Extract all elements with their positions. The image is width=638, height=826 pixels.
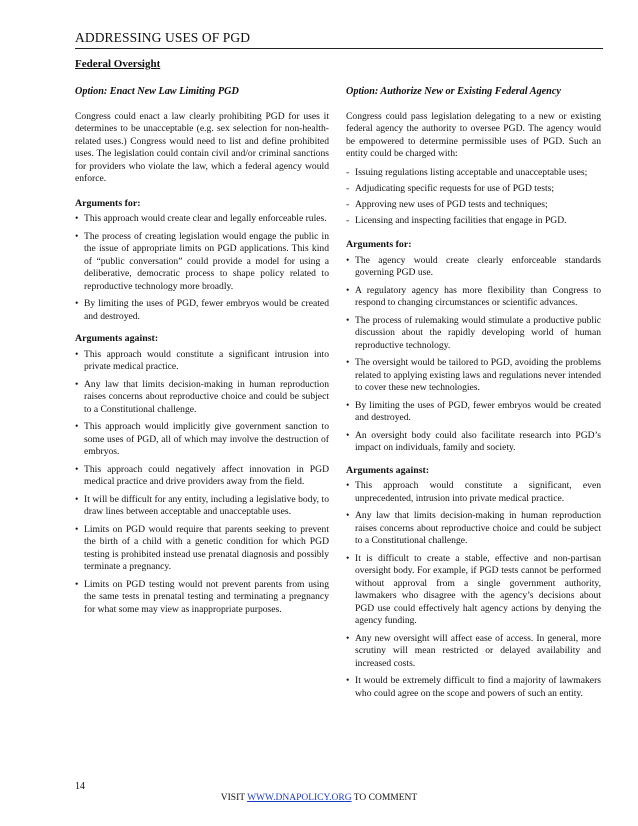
argument-against-item: [75, 464, 329, 489]
argument-for-item: [346, 400, 601, 425]
argument-for-item: [346, 285, 601, 310]
argument-against-item-text: Limits on PGD would require that parents seeking to prevent the birth of a child with a genetic condition for which PGD testing is prohibited instead use prenatal diagnosis and possibly terminate a pregnancy.: [84, 523, 329, 572]
argument-against-item: [346, 633, 601, 671]
right-arguments-against-list: [346, 480, 601, 700]
footer-suffix: TO COMMENT: [351, 793, 418, 803]
argument-for-item-text: By limiting the uses of PGD, fewer embryos would be created and destroyed.: [355, 399, 601, 423]
agency-duty-item: [346, 183, 601, 196]
argument-against-item-text: Limits on PGD testing would not prevent parents from using the same tests in prenatal testing and terminating a pregnancy for what some may view as inappropriate purposes.: [84, 578, 329, 615]
right-option-title: Option: Authorize New or Existing Federal Agency: [346, 86, 561, 97]
argument-against-item: [75, 379, 329, 417]
argument-for-item-text: By limiting the uses of PGD, fewer embryos would be created and destroyed.: [84, 298, 329, 322]
bullet-marker: •: [346, 429, 350, 441]
page-number: 14: [75, 781, 85, 792]
argument-against-item: [75, 349, 329, 374]
argument-against-item-text: It will be difficult for any entity, including a legislative body, to draw lines between acceptable and unacceptable uses.: [84, 493, 329, 517]
agency-duty-item: [346, 167, 601, 180]
footer-prefix: VISIT: [220, 793, 248, 803]
argument-for-item: [346, 315, 601, 353]
agency-duty-item-text: Adjudicating specific requests for use of PGD tests;: [355, 182, 555, 194]
dash-marker: -: [346, 198, 350, 210]
agency-duty-item-text: Issuing regulations listing acceptable and unacceptable uses;: [355, 166, 588, 178]
agency-duty-item: [346, 199, 601, 212]
right-arguments-against-heading: Arguments against:: [346, 464, 430, 476]
left-arguments-for-heading: Arguments for:: [75, 197, 141, 209]
agency-duties-list: [346, 167, 601, 228]
bullet-marker: •: [75, 348, 79, 360]
argument-against-item: [346, 553, 601, 628]
section-heading: Federal Oversight: [75, 58, 161, 70]
agency-duty-item-text: Approving new uses of PGD tests and techniques;: [355, 198, 548, 210]
argument-for-item-text: A regulatory agency has more flexibility than Congress to respond to changing circumstances or scientific advances.: [355, 284, 601, 308]
page-header: [75, 29, 603, 49]
argument-against-item-text: It would be extremely difficult to find a majority of lawmakers who could agree on the scope and powers of such an entity.: [355, 675, 601, 699]
argument-against-item: [346, 510, 601, 548]
argument-for-item: [75, 231, 329, 294]
argument-against-item-text: It is difficult to create a stable, effective and non-partisan oversight body. For example, if PGD tests cannot be performed without approval from a single government authority, lawmakers who disagree with the agency’s decisions about PGD use could effectively halt agency actions by denying the agency funding.: [355, 552, 601, 626]
bullet-marker: •: [346, 675, 350, 686]
bullet-marker: •: [75, 298, 79, 309]
argument-against-item-text: Any law that limits decision-making in human reproduction raises concerns about reproductive choice and could be subject to a Constitutional challenge.: [84, 378, 329, 415]
bullet-marker: •: [346, 510, 350, 521]
bullet-marker: •: [346, 480, 350, 491]
bullet-marker: •: [75, 213, 79, 224]
bullet-marker: •: [346, 254, 350, 266]
dash-marker: -: [346, 182, 350, 194]
right-intro-paragraph: Congress could pass legislation delegating to a new or existing federal agency the authority to oversee PGD. The agency would be empowered to determine permissible uses of PGD. Such an entity could be charged with:: [346, 110, 601, 159]
bullet-marker: •: [346, 357, 350, 368]
left-arguments-for-list: [75, 213, 329, 323]
bullet-marker: •: [346, 314, 350, 326]
dash-marker: -: [346, 214, 350, 226]
footer-link[interactable]: WWW.DNAPOLICY.ORG: [247, 793, 352, 803]
argument-for-item-text: The process of rulemaking would stimulate a productive public discussion about the rapidly developing world of human reproductive technology.: [355, 314, 601, 351]
argument-against-item-text: This approach would implicitly give government sanction to some uses of PGD, all of which may involve the destruction of embryos.: [84, 421, 329, 457]
left-arguments-against-heading: Arguments against:: [75, 333, 159, 344]
argument-against-item: [75, 494, 329, 519]
bullet-marker: •: [75, 523, 79, 535]
argument-for-item-text: The process of creating legislation would engage the public in the issue of appropriate limits on PGD applications. This kind of “public conversation” could provide a model for using a deliberative, democratic process to shape policy related to reproductive technology more broadly.: [84, 230, 329, 292]
argument-against-item-text: This approach would constitute a significant, even unprecedented, intrusion into private medical practice.: [355, 480, 601, 504]
argument-against-item: [75, 579, 329, 617]
bullet-marker: •: [346, 632, 350, 644]
argument-for-item-text: An oversight body could also facilitate research into PGD’s impact on individuals, family and society.: [355, 429, 601, 453]
argument-for-item-text: This approach would create clear and legally enforceable rules.: [84, 213, 327, 224]
bullet-marker: •: [75, 230, 79, 242]
left-intro-paragraph: Congress could enact a law clearly prohibiting PGD for uses it determines to be unacceptable (e.g. sex selection for non-health-related uses.) Congress would need to list and define prohibited uses. The legislation could contain civil and/or criminal sanctions for providers who violate the law, which a federal agency would enforce.: [75, 110, 329, 184]
left-arguments-against-list: [75, 349, 329, 617]
argument-against-item-text: This approach would constitute a significant intrusion into private medical practice.: [84, 348, 329, 372]
right-column: [346, 86, 601, 710]
argument-against-item: [75, 524, 329, 574]
argument-against-item-text: This approach could negatively affect innovation in PGD medical practice and drive providers away from the field.: [84, 463, 329, 487]
argument-against-item-text: Any law that limits decision-making in human reproduction raises concerns about reproductive choice and could be subject to a Constitutional challenge.: [355, 510, 601, 546]
argument-against-item-text: Any new oversight will affect ease of access. In general, more scrutiny will mean restricted or delayed availability and increased costs.: [355, 632, 601, 669]
argument-against-item: [346, 675, 601, 700]
argument-for-item-text: The agency would create clearly enforceable standards governing PGD use.: [355, 254, 601, 278]
bullet-marker: •: [346, 552, 350, 564]
bullet-marker: •: [346, 399, 350, 411]
agency-duty-item-text: Licensing and inspecting facilities that engage in PGD.: [355, 214, 567, 226]
argument-for-item: [346, 255, 601, 280]
argument-for-item: [75, 298, 329, 323]
bullet-marker: •: [75, 378, 79, 390]
argument-against-item: [75, 421, 329, 459]
bullet-marker: •: [75, 493, 79, 505]
left-option-title: Option: Enact New Law Limiting PGD: [75, 86, 239, 97]
bullet-marker: •: [75, 421, 79, 432]
dash-marker: -: [346, 166, 350, 178]
footer: [0, 793, 638, 803]
bullet-marker: •: [346, 284, 350, 296]
argument-for-item: [75, 213, 329, 226]
argument-against-item: [346, 480, 601, 505]
bullet-marker: •: [75, 463, 79, 475]
right-arguments-for-list: [346, 255, 601, 455]
bullet-marker: •: [75, 578, 79, 590]
right-arguments-for-heading: Arguments for:: [346, 239, 412, 250]
argument-for-item: [346, 430, 601, 455]
argument-for-item: [346, 357, 601, 395]
argument-for-item-text: The oversight would be tailored to PGD, avoiding the problems related to applying existing laws and regulations never intended to cover these new technologies.: [355, 357, 601, 393]
left-column: [75, 86, 329, 626]
agency-duty-item: [346, 215, 601, 228]
page-title: ADDRESSING USES OF PGD: [75, 30, 251, 45]
